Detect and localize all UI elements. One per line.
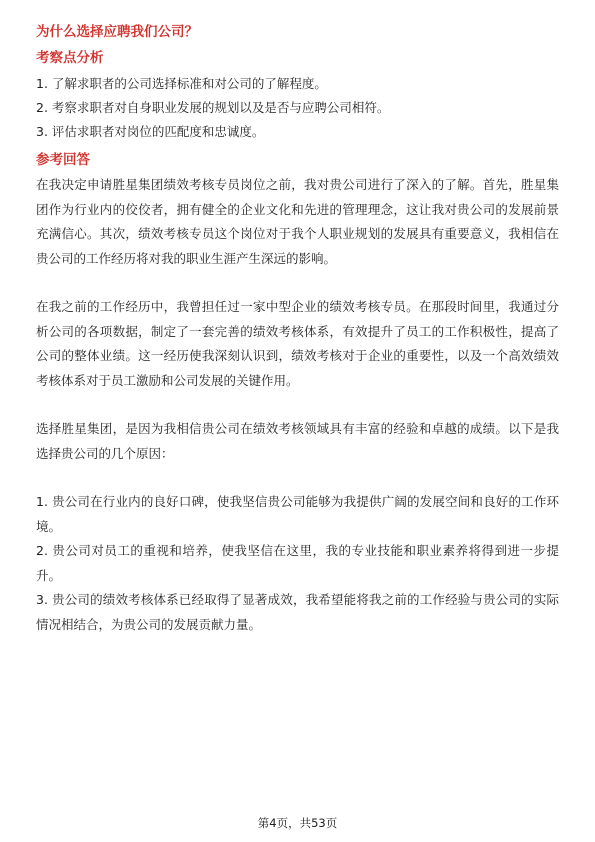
analysis-item: 2. 考察求职者对自身职业发展的规划以及是否与应聘公司相符。	[36, 100, 390, 115]
reason-item: 1. 贵公司在行业内的良好口碑，使我坚信贵公司能够为我提供广阔的发展空间和良好的工作环境。	[36, 494, 559, 534]
paragraph-gap	[36, 466, 559, 490]
answer-paragraph: 在我之前的工作经历中，我曾担任过一家中型企业的绩效考核专员。在那段时间里，我通过分析公司的各项数据，制定了一套完善的绩效考核体系，有效提升了员工的工作积极性，提高了公司的整体业绩。这一经历使我深刻认识到，绩效考核对于企业的重要性，以及一个高效绩效考核体系对于员工激励和公司发展的关键作用。	[36, 299, 559, 388]
analysis-heading: 考察点分析	[36, 50, 104, 66]
question-title: 为什么选择应聘我们公司？	[36, 24, 198, 40]
answer-paragraph: 在我决定申请胜星集团绩效考核专员岗位之前，我对贵公司进行了深入的了解。首先，胜星集团作为行业内的佼佼者，拥有健全的企业文化和先进的管理理念，这让我对贵公司的发展前景充满信心。其次，绩效考核专员这个岗位对于我个人职业规划的发展具有重要意义，我相信在贵公司的工作经历将对我的职业生涯产生深远的影响。	[36, 177, 559, 266]
reason-item: 3. 贵公司的绩效考核体系已经取得了显著成效，我希望能将我之前的工作经验与贵公司的实际情况相结合，为贵公司的发展贡献力量。	[36, 592, 559, 632]
analysis-list	[36, 72, 559, 144]
paragraph-gap	[36, 271, 559, 295]
paragraph-gap	[36, 393, 559, 417]
document-page	[36, 22, 559, 637]
answer-heading: 参考回答	[36, 152, 90, 168]
analysis-item: 3. 评估求职者对岗位的匹配度和忠诚度。	[36, 124, 265, 139]
analysis-item: 1. 了解求职者的公司选择标准和对公司的了解程度。	[36, 76, 327, 91]
reason-item: 2. 贵公司对员工的重视和培养，使我坚信在这里，我的专业技能和职业素养将得到进一步提升。	[36, 543, 559, 583]
answer-paragraph: 选择胜星集团，是因为我相信贵公司在绩效考核领域具有丰富的经验和卓越的成绩。以下是我选择贵公司的几个原因：	[36, 421, 559, 461]
page-footer: 第4页，共53页	[257, 816, 338, 830]
